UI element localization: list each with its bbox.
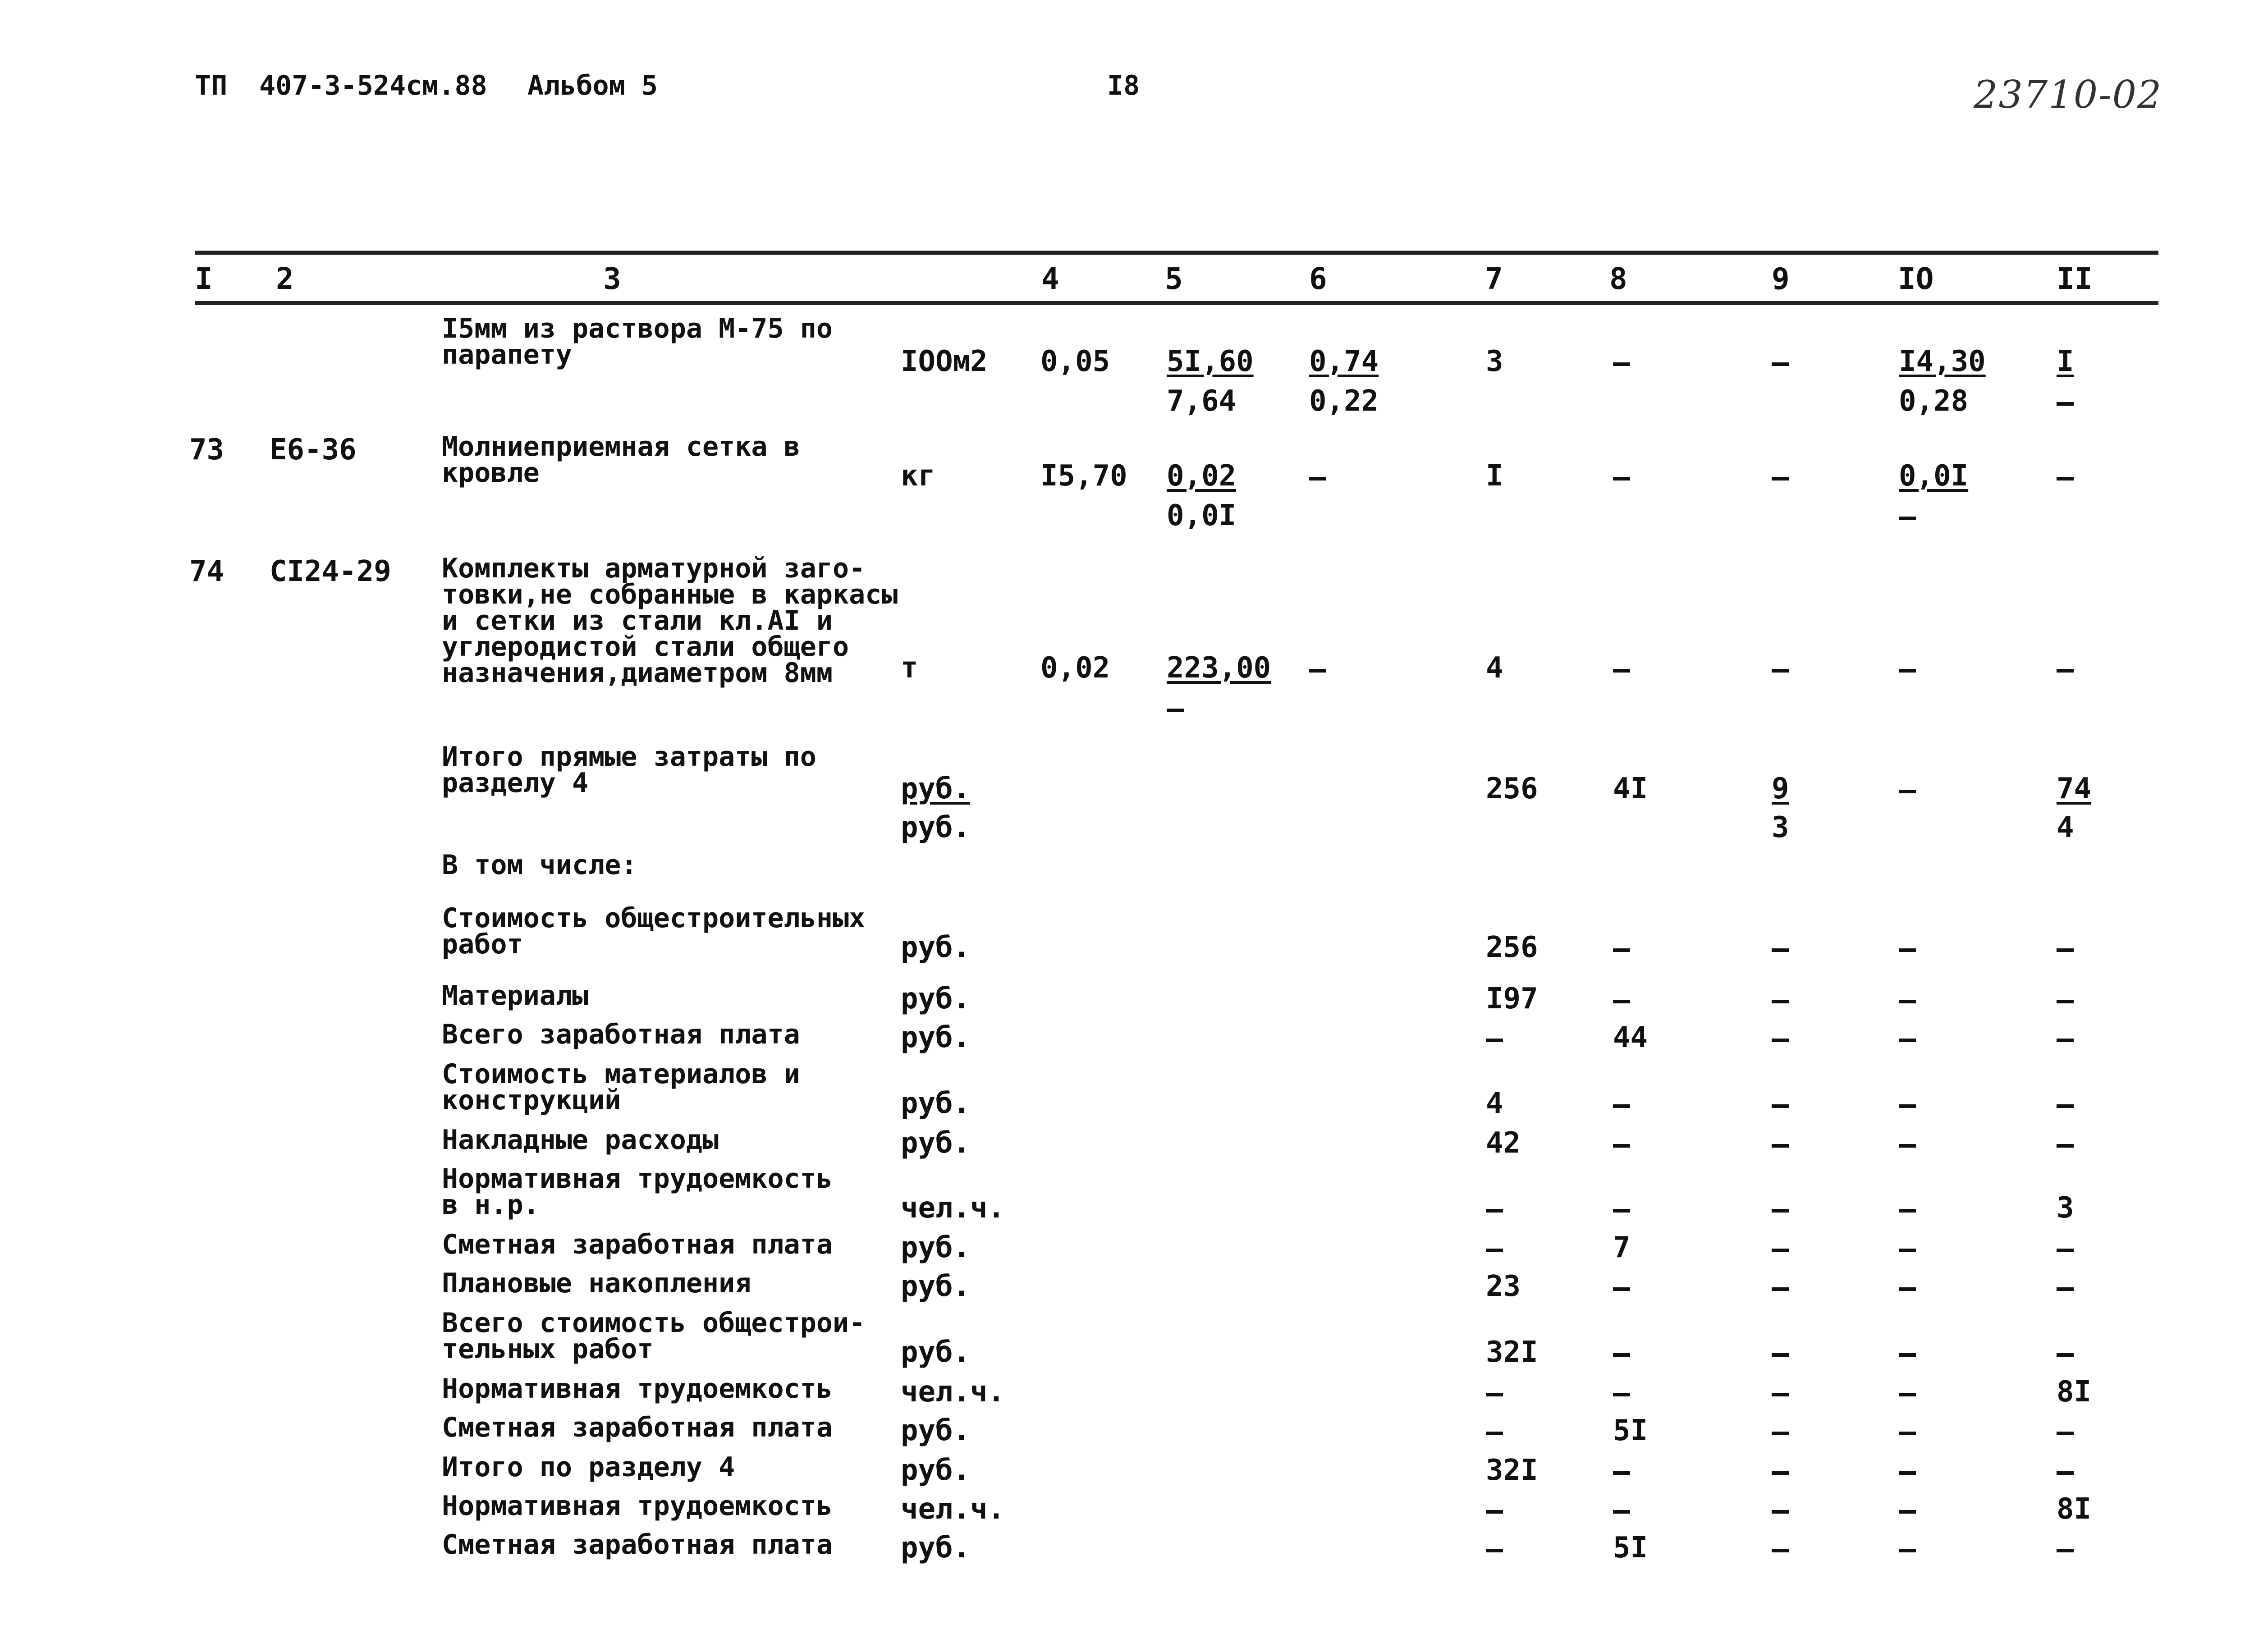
dash-mark [2057, 669, 2074, 673]
table-cell: 223,00 [1167, 651, 1271, 685]
column-number: 8 [1609, 261, 1627, 296]
dash-mark [1899, 1510, 1916, 1514]
dash-mark [1899, 1000, 1916, 1003]
dash-mark [1899, 517, 1916, 520]
dash-mark [1486, 1393, 1503, 1396]
unit-cell: руб. [901, 1454, 971, 1487]
column-number: 7 [1485, 261, 1503, 296]
dash-mark [1486, 1432, 1503, 1435]
column-number: II [2057, 261, 2093, 296]
dash-mark [1772, 1104, 1789, 1108]
dash-mark [1772, 477, 1789, 480]
doc-series: ТП [195, 70, 228, 101]
table-cell: 32I [1486, 1454, 1538, 1487]
unit-cell: кг [901, 459, 936, 493]
table-cell: 8I [2057, 1375, 2092, 1409]
unit-cell: руб. [901, 1270, 971, 1303]
table-cell: 5I,60 [1167, 345, 1254, 378]
item-number: 74 [189, 555, 224, 588]
table-cell: 0,28 [1899, 384, 1969, 418]
album-label: Альбом 5 [527, 70, 658, 101]
table-cell: 4I [1613, 772, 1648, 805]
table-cell: 8I [2057, 1492, 2092, 1526]
table-cell: 256 [1486, 772, 1538, 805]
header-bottom-rule [195, 301, 2158, 305]
table-cell: 0,74 [1309, 345, 1379, 378]
column-number: 6 [1309, 261, 1327, 296]
dash-mark [1772, 1039, 1789, 1042]
column-number: 3 [603, 261, 621, 296]
dash-mark [1772, 1393, 1789, 1396]
table-cell: 42 [1486, 1126, 1521, 1160]
summary-label: Нормативная трудоемкость в н.р. [442, 1163, 833, 1221]
column-number: IO [1898, 261, 1934, 296]
dash-mark [1486, 1549, 1503, 1552]
unit-cell: руб. [901, 982, 971, 1016]
summary-label: Нормативная трудоемкость [442, 1490, 833, 1522]
rate-code: Е6-36 [270, 433, 357, 467]
table-cell: 74 [2057, 772, 2092, 805]
dash-mark [2057, 477, 2074, 480]
dash-mark [1309, 669, 1326, 673]
column-number: 9 [1772, 261, 1790, 296]
rate-code: СI24-29 [270, 555, 391, 588]
table-cell: I97 [1486, 982, 1538, 1016]
table-cell: 7,64 [1167, 384, 1237, 418]
summary-label: Всего заработная плата [442, 1019, 800, 1050]
unit-cell: руб. [901, 1336, 971, 1369]
dash-mark [1899, 1549, 1916, 1552]
dash-mark [1613, 948, 1630, 952]
summary-label: Итого по разделу 4 [442, 1451, 735, 1483]
dash-mark [2057, 1039, 2074, 1042]
dash-mark [2057, 1549, 2074, 1552]
dash-mark [1899, 1432, 1916, 1435]
unit-cell: чел.ч. [901, 1492, 1005, 1526]
quantity-cell: 0,05 [1040, 345, 1110, 378]
table-cell: 5I [1613, 1414, 1648, 1447]
summary-label: Материалы [442, 980, 589, 1011]
unit-cell: руб. [901, 1021, 971, 1054]
dash-mark [1772, 1353, 1789, 1357]
dash-mark [1613, 1144, 1630, 1148]
doc-code: 407-3-524см.88 [259, 70, 487, 101]
table-cell: 0,0I [1167, 499, 1237, 532]
table-cell: 9 [1772, 772, 1789, 805]
dash-mark [1899, 1209, 1916, 1213]
dash-mark [2057, 1249, 2074, 1252]
dash-mark [1899, 948, 1916, 952]
dash-mark [1613, 1287, 1630, 1291]
table-cell: I [2057, 345, 2074, 378]
dash-mark [2057, 1353, 2074, 1357]
unit-cell: руб. [901, 1231, 971, 1264]
item-description: I5мм из раствора М-75 по парапету [442, 313, 833, 371]
table-cell: I4,30 [1899, 345, 1986, 378]
table-cell: 4 [1486, 651, 1503, 685]
dash-mark [1613, 362, 1630, 366]
unit-cell: чел.ч. [901, 1191, 1005, 1225]
dash-mark [1613, 1510, 1630, 1514]
dash-mark [1486, 1039, 1503, 1042]
dash-mark [1899, 1287, 1916, 1291]
summary-label: Стоимость материалов и конструкций [442, 1058, 800, 1116]
column-number: 5 [1165, 261, 1183, 296]
dash-mark [1613, 1000, 1630, 1003]
table-cell: 4 [2057, 811, 2074, 844]
dash-mark [1899, 1353, 1916, 1357]
dash-mark [1772, 362, 1789, 366]
table-cell: 23 [1486, 1270, 1521, 1303]
unit-cell: руб. [901, 931, 971, 964]
dash-mark [1772, 1432, 1789, 1435]
unit-cell: чел.ч. [901, 1375, 1005, 1409]
dash-mark [2057, 1104, 2074, 1108]
summary-label: Сметная заработная плата [442, 1529, 833, 1560]
item-description: Комплекты арматурной заго- товки,не собранные в каркасы и сетки из стали кл.АI и углеродистой стали общего назначения,диаметром 8мм [442, 553, 898, 689]
dash-mark [1167, 709, 1184, 712]
table-cell: 3 [1772, 811, 1789, 844]
dash-mark [1899, 790, 1916, 793]
dash-mark [1772, 1549, 1789, 1552]
unit-cell: руб. [901, 772, 971, 805]
column-number: 2 [276, 261, 294, 296]
summary-label: Сметная заработная плата [442, 1412, 833, 1443]
table-cell: 0,02 [1167, 459, 1237, 493]
table-cell: 0,0I [1899, 459, 1969, 493]
dash-mark [2057, 1471, 2074, 1475]
dash-mark [1613, 477, 1630, 480]
table-cell: 7 [1613, 1231, 1631, 1264]
dash-mark [1772, 1510, 1789, 1514]
dash-mark [1486, 1209, 1503, 1213]
dash-mark [2057, 1144, 2074, 1148]
summary-label: Сметная заработная плата [442, 1229, 833, 1260]
table-cell: 5I [1613, 1531, 1648, 1565]
item-description: Молниеприемная сетка в кровле [442, 431, 800, 489]
dash-mark [1899, 1039, 1916, 1042]
including-label: В том числе: [442, 849, 637, 881]
dash-mark [1772, 1000, 1789, 1003]
column-number: 4 [1041, 261, 1059, 296]
dash-mark [2057, 1432, 2074, 1435]
table-cell: 3 [2057, 1191, 2074, 1225]
total-label: Итого прямые затраты по разделу 4 [442, 741, 816, 799]
summary-label: Плановые накопления [442, 1268, 751, 1299]
dash-mark [1772, 1249, 1789, 1252]
unit-cell: руб. [901, 1087, 971, 1120]
table-cell: I [1486, 459, 1503, 493]
table-cell: 3 [1486, 345, 1503, 378]
table-top-rule [195, 251, 2158, 255]
dash-mark [1772, 669, 1789, 673]
column-number: I [195, 261, 213, 296]
dash-mark [1309, 477, 1326, 480]
quantity-cell: I5,70 [1040, 459, 1127, 493]
dash-mark [1772, 1144, 1789, 1148]
dash-mark [1899, 1249, 1916, 1252]
unit-cell: руб. [901, 1531, 971, 1565]
dash-mark [1486, 1510, 1503, 1514]
dash-mark [2057, 948, 2074, 952]
table-cell: 44 [1613, 1021, 1648, 1054]
quantity-cell: 0,02 [1040, 651, 1110, 685]
table-cell: 0,22 [1309, 384, 1379, 418]
dash-mark [1899, 1393, 1916, 1396]
dash-mark [1613, 1209, 1630, 1213]
dash-mark [1899, 669, 1916, 673]
dash-mark [1613, 1471, 1630, 1475]
dash-mark [1613, 1393, 1630, 1396]
unit-cell: руб. [901, 1414, 971, 1447]
summary-label: Накладные расходы [442, 1124, 719, 1156]
table-cell: 32I [1486, 1336, 1538, 1369]
dash-mark [2057, 1287, 2074, 1291]
dash-mark [2057, 402, 2074, 406]
summary-label: Стоимость общестроительных работ [442, 902, 866, 960]
dash-mark [1772, 1287, 1789, 1291]
table-cell: 256 [1486, 931, 1538, 964]
table-cell: 4 [1486, 1087, 1503, 1120]
summary-label: Нормативная трудоемкость [442, 1373, 833, 1405]
dash-mark [2057, 1000, 2074, 1003]
dash-mark [1613, 1104, 1630, 1108]
dash-mark [1772, 1209, 1789, 1213]
summary-label: Всего стоимость общестрои- тельных работ [442, 1307, 866, 1365]
dash-mark [1613, 669, 1630, 673]
dash-mark [1613, 1353, 1630, 1357]
handwritten-number: 23710-02 [1974, 73, 2162, 117]
dash-mark [1899, 1104, 1916, 1108]
dash-mark [1899, 1144, 1916, 1148]
dash-mark [1899, 1471, 1916, 1475]
dash-mark [1486, 1249, 1503, 1252]
unit-cell: т [901, 651, 918, 685]
item-number: 73 [189, 433, 224, 467]
page-number: I8 [1107, 70, 1140, 101]
unit-cell: IOOм2 [901, 345, 988, 378]
unit-cell: руб. [901, 1126, 971, 1160]
dash-mark [1772, 1471, 1789, 1475]
dash-mark [1772, 948, 1789, 952]
unit-cell: руб. [901, 811, 971, 844]
